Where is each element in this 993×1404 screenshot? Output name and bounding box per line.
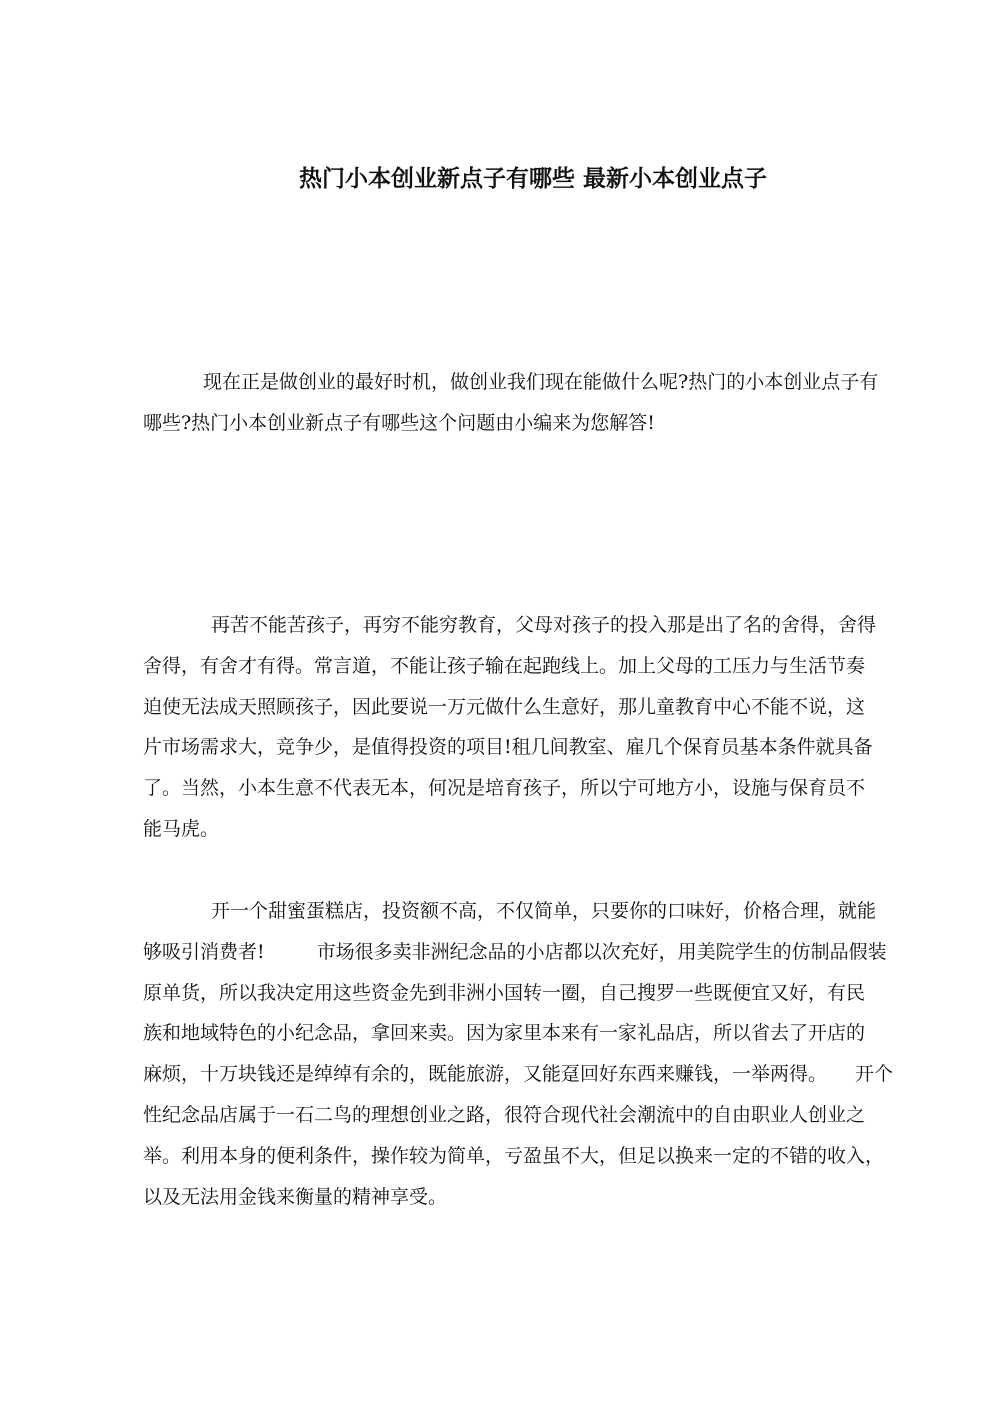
paragraph-line: 以及无法用金钱来衡量的精神享受。 <box>143 1185 448 1208</box>
paragraph-line: 举。利用本身的便利条件，操作较为简单，亏盈虽不大，但足以换来一定的不错的收入， <box>143 1144 885 1167</box>
paragraph-line: 麻烦，十万块钱还是绰绰有余的，既能旅游，又能趸回好东西来赚钱，一举两得。 开个 <box>143 1063 894 1086</box>
paragraph-line: 性纪念品店属于一石二鸟的理想创业之路，很符合现代社会潮流中的自由职业人创业之 <box>143 1103 866 1126</box>
paragraph-line: 再苦不能苦孩子，再穷不能穷教育，父母对孩子的投入那是出了名的舍得，舍得 <box>211 614 877 636</box>
paragraph-cake-and-souvenir <box>143 891 923 1217</box>
paragraph-line: 了。当然，小本生意不代表无本，何况是培育孩子，所以宁可地方小，设施与保育员不 <box>143 777 866 800</box>
paragraph-line: 够吸引消费者! 市场很多卖非洲纪念品的小店都以次充好，用美院学生的仿制品假装 <box>143 940 887 963</box>
paragraph-line: 哪些?热门小本创业新点子有哪些这个问题由小编来为您解答! <box>143 411 655 434</box>
paragraph-line: 开一个甜蜜蛋糕店，投资额不高，不仅简单，只要你的口味好，价格合理，就能 <box>211 900 877 922</box>
paragraph-line: 迫使无法成天照顾孩子，因此要说一万元做什么生意好，那儿童教育中心不能不说，这 <box>143 695 866 718</box>
paragraph-line: 现在正是做创业的最好时机，做创业我们现在能做什么呢?热门的小本创业点子有 <box>203 371 879 393</box>
paragraph-line: 原单货，所以我决定用这些资金先到非洲小国转一圈，自己搜罗一些既便宜又好，有民 <box>143 981 866 1004</box>
paragraph-education-center <box>143 605 923 850</box>
paragraph-line: 片市场需求大，竞争少，是值得投资的项目!租几间教室、雇几个保育员基本条件就具备 <box>143 736 873 759</box>
paragraph-line: 能马虎。 <box>143 817 220 840</box>
paragraph-intro <box>143 362 923 444</box>
paragraph-line: 舍得，有舍才有得。常言道，不能让孩子输在起跑线上。加上父母的工压力与生活节奏 <box>143 654 866 677</box>
document-title: 热门小本创业新点子有哪些 最新小本创业点子 <box>298 166 767 192</box>
paragraph-line: 族和地域特色的小纪念品，拿回来卖。因为家里本来有一家礼品店，所以省去了开店的 <box>143 1022 866 1045</box>
